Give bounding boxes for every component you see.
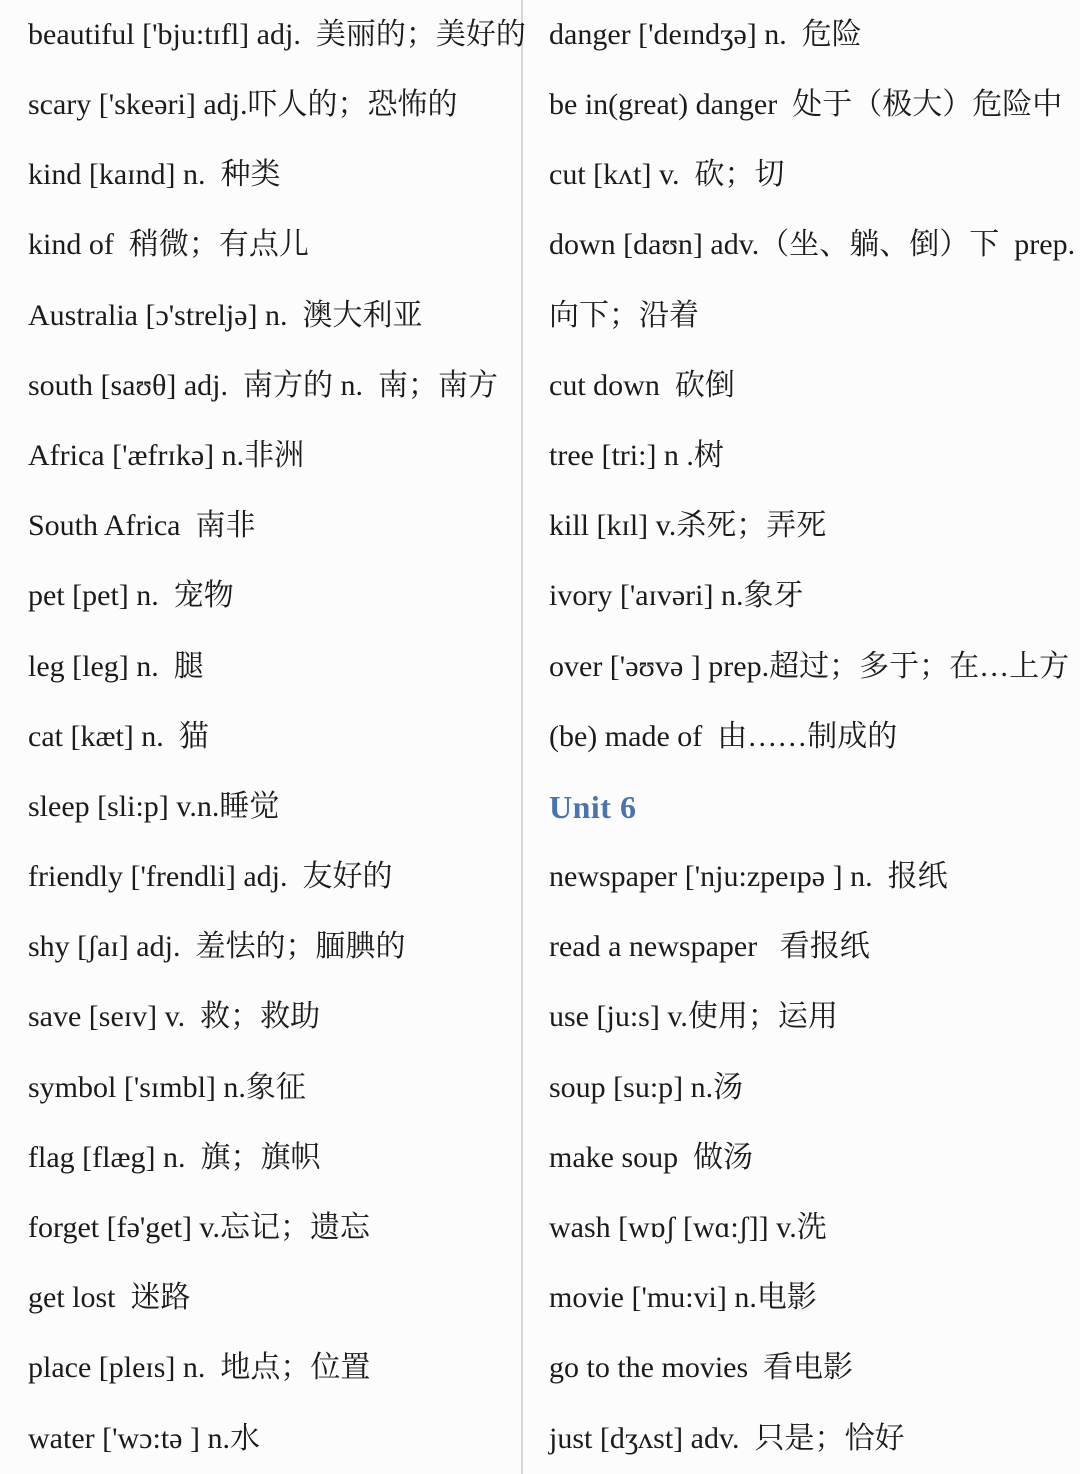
vocab-entry: get lost 迷路 [28,1281,191,1315]
vocab-entry: be in(great) danger 处于（极大）危险中 [549,88,1063,122]
unit-heading: Unit 6 [549,788,637,825]
vocab-entry: scary ['skeəri] adj.吓人的；恐怖的 [28,88,458,122]
vocab-entry: pet [pet] n. 宠物 [28,579,234,613]
vocab-entry: movie ['mu:vi] n.电影 [549,1281,817,1315]
vocab-entry: use [ju:s] v.使用；运用 [549,1000,838,1034]
vocab-entry: Africa ['æfrɪkə] n.非洲 [28,438,305,472]
vocab-entry: go to the movies 看电影 [549,1351,854,1385]
vocab-entry: over ['əʊvə ] prep.超过；多于；在…上方 [549,649,1070,683]
vocab-column-right [523,0,1080,1474]
vocab-entry: leg [leg] n. 腿 [28,649,204,683]
vocab-entry: cat [kæt] n. 猫 [28,719,209,753]
vocab-entry: ivory ['aɪvəri] n.象牙 [549,579,804,613]
vocab-entry: save [seɪv] v. 救；救助 [28,1000,321,1034]
vocab-entry: tree [tri:] n .树 [549,438,724,472]
vocab-entry: friendly ['frendli] adj. 友好的 [28,860,393,894]
vocab-entry: (be) made of 由……制成的 [549,719,898,753]
vocab-entry-continuation: 向下；沿着 [549,298,699,332]
vocab-entry: water ['wɔ:tə ] n.水 [28,1421,260,1455]
vocab-entry: symbol ['sɪmbl] n.象征 [28,1070,306,1104]
vocab-entry: forget [fə'get] v.忘记；遗忘 [28,1211,370,1245]
vocab-entry: kill [kɪl] v.杀死；弄死 [549,509,827,543]
vocab-entry: just [dʒʌst] adv. 只是；恰好 [549,1421,905,1455]
vocab-entry: Australia [ɔ'streljə] n. 澳大利亚 [28,298,423,332]
vocab-entry: kind of 稍微；有点儿 [28,228,309,262]
vocab-entry: south [saʊθ] adj. 南方的 n. 南；南方 [28,368,498,402]
vocab-entry: cut down 砍倒 [549,368,735,402]
vocab-entry: make soup 做汤 [549,1140,754,1174]
vocab-entry: down [daʊn] adv.（坐、躺、倒）下 prep. [549,228,1076,262]
vocab-entry: soup [su:p] n.汤 [549,1070,744,1104]
vocab-entry: wash [wɒʃ [wɑ:ʃ]] v.洗 [549,1211,827,1245]
vocab-entry: shy [ʃaɪ] adj. 羞怯的；腼腆的 [28,930,406,964]
vocab-column-left [0,0,526,1474]
vocab-entry: kind [kaɪnd] n. 种类 [28,158,281,192]
vocab-entry: cut [kʌt] v. 砍；切 [549,158,785,192]
vocab-entry: flag [flæg] n. 旗；旗帜 [28,1140,321,1174]
vocab-entry: read a newspaper 看报纸 [549,930,870,964]
vocab-entry: beautiful ['bju:tɪfl] adj. 美丽的；美好的 [28,17,526,51]
vocab-entry: sleep [sli:p] v.n.睡觉 [28,789,280,823]
vocab-entry: place [pleɪs] n. 地点；位置 [28,1351,371,1385]
vocab-entry: newspaper ['nju:zpeɪpə ] n. 报纸 [549,860,948,894]
vocab-entry: South Africa 南非 [28,509,256,543]
vocab-entry: danger ['deɪndʒə] n. 危险 [549,17,862,51]
